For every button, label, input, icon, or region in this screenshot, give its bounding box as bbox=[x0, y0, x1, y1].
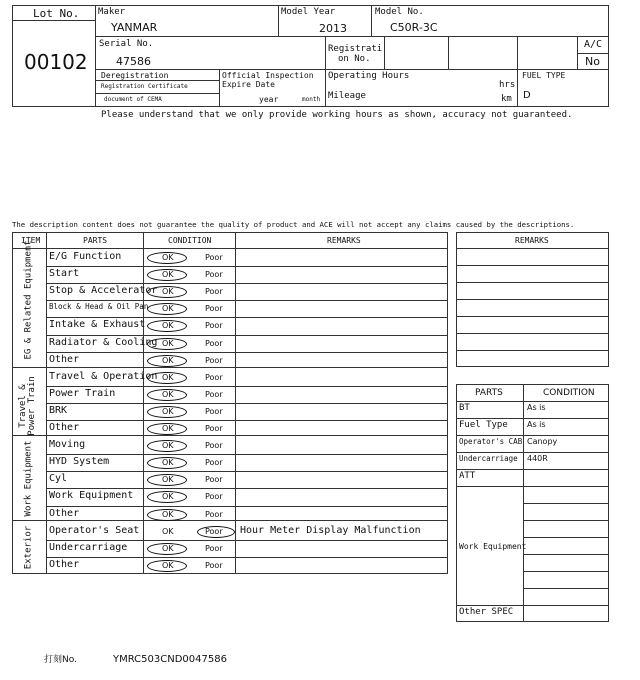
model-no-label: Model No. bbox=[375, 7, 424, 17]
row-ok-option[interactable]: OK bbox=[162, 424, 174, 433]
divider bbox=[448, 36, 449, 69]
ok-selected-circle bbox=[147, 372, 187, 384]
fuel-type-value: D bbox=[523, 90, 531, 101]
row-ok-option[interactable]: OK bbox=[162, 458, 174, 467]
spec-row-divider bbox=[456, 486, 609, 487]
row-poor-option[interactable]: Poor bbox=[205, 373, 223, 382]
row-poor-option[interactable]: Poor bbox=[205, 304, 223, 313]
group-divider bbox=[12, 435, 448, 436]
ok-selected-circle bbox=[147, 423, 187, 435]
group-eg-related: EG & Related Equipment bbox=[23, 240, 34, 360]
divider bbox=[384, 36, 385, 69]
operating-hours-label: Operating Hours bbox=[328, 71, 410, 81]
row-divider bbox=[46, 317, 448, 318]
row-ok-option[interactable]: OK bbox=[162, 407, 174, 416]
row-ok-option[interactable]: OK bbox=[162, 390, 174, 399]
model-year-value: 2013 bbox=[319, 22, 347, 35]
header-divider bbox=[12, 248, 448, 249]
spec-row-divider bbox=[456, 605, 609, 606]
row-poor-option[interactable]: Poor bbox=[205, 527, 223, 536]
divider bbox=[325, 36, 326, 107]
spec-row-divider bbox=[523, 503, 609, 504]
row-divider bbox=[46, 283, 448, 284]
spec-other-label: Other SPEC bbox=[459, 607, 514, 617]
row-part-label: Cyl bbox=[49, 473, 68, 484]
lot-no-label: Lot No. bbox=[33, 7, 80, 20]
divider bbox=[95, 69, 325, 70]
row-divider bbox=[46, 403, 448, 404]
row-poor-option[interactable]: Poor bbox=[205, 492, 223, 501]
row-poor-option[interactable]: Poor bbox=[205, 510, 223, 519]
spec-part: ATT bbox=[459, 471, 476, 481]
ac-value: No bbox=[585, 55, 600, 68]
row-part-label: Other bbox=[49, 422, 80, 433]
row-ok-option[interactable]: OK bbox=[162, 544, 174, 553]
row-ok-option[interactable]: OK bbox=[162, 321, 174, 330]
group-exterior: Exterior bbox=[23, 525, 34, 570]
row-divider bbox=[46, 335, 448, 336]
header-item: ITEM bbox=[21, 236, 41, 245]
mileage-label: Mileage bbox=[328, 91, 366, 101]
row-poor-option[interactable]: Poor bbox=[205, 390, 223, 399]
ok-selected-circle bbox=[147, 355, 187, 367]
spec-condition: As is bbox=[527, 420, 546, 429]
ok-selected-circle bbox=[147, 406, 187, 418]
model-no-value: C50R-3C bbox=[390, 21, 438, 34]
row-divider bbox=[46, 540, 448, 541]
spec-row-divider bbox=[456, 469, 609, 470]
row-poor-option[interactable]: Poor bbox=[205, 424, 223, 433]
group-travel-power: Travel & Power Train bbox=[18, 376, 37, 436]
row-ok-option[interactable]: OK bbox=[162, 356, 174, 365]
spec-row-divider bbox=[456, 435, 609, 436]
row-divider bbox=[46, 471, 448, 472]
row-part-label: E/G Function bbox=[49, 251, 122, 262]
row-part-label: Block & Head & Oil Pan bbox=[49, 302, 149, 311]
header-frame bbox=[12, 5, 609, 107]
row-part-label: Start bbox=[49, 268, 80, 279]
spec-part: Undercarriage bbox=[459, 454, 518, 463]
spec-condition-header: CONDITION bbox=[543, 388, 595, 398]
ok-selected-circle bbox=[147, 303, 187, 315]
row-divider bbox=[46, 488, 448, 489]
spec-condition: Canopy bbox=[527, 437, 558, 446]
right-remarks-line bbox=[456, 282, 609, 283]
row-divider bbox=[46, 557, 448, 558]
row-remark: Hour Meter Display Malfunction bbox=[240, 525, 421, 536]
row-poor-option[interactable]: Poor bbox=[205, 321, 223, 330]
group-divider bbox=[12, 520, 448, 521]
row-part-label: Moving bbox=[49, 439, 86, 450]
spec-row-divider bbox=[456, 418, 609, 419]
row-poor-option[interactable]: Poor bbox=[205, 253, 223, 262]
footer-serial-value: YMRC503CND0047586 bbox=[113, 654, 227, 665]
divider bbox=[95, 80, 219, 81]
ok-selected-circle bbox=[147, 389, 187, 401]
divider bbox=[12, 20, 95, 21]
row-part-label: BRK bbox=[49, 405, 68, 416]
row-part-label: Power Train bbox=[49, 388, 116, 399]
row-ok-option[interactable]: OK bbox=[162, 527, 174, 536]
fuel-type-label: FUEL TYPE bbox=[522, 71, 566, 80]
row-poor-option[interactable]: Poor bbox=[205, 544, 223, 553]
row-part-label: Stop & Accelerator bbox=[49, 285, 158, 296]
spec-work-equipment-label: Work Equipment bbox=[459, 542, 527, 551]
row-part-label: Radiator & Cooling bbox=[49, 337, 158, 348]
registration-certificate-label: Registration Certificate bbox=[101, 83, 188, 90]
hrs-label: hrs bbox=[499, 80, 516, 90]
row-ok-option[interactable]: OK bbox=[162, 373, 174, 382]
ok-selected-circle bbox=[147, 338, 187, 350]
month-label: month bbox=[302, 96, 321, 103]
row-ok-option[interactable]: OK bbox=[162, 253, 174, 262]
header-remarks: REMARKS bbox=[327, 236, 361, 245]
spec-row-divider bbox=[523, 571, 609, 572]
spec-part: Fuel Type bbox=[459, 420, 508, 430]
km-label: km bbox=[501, 94, 512, 104]
ok-selected-circle bbox=[147, 560, 187, 572]
ok-selected-circle bbox=[147, 457, 187, 469]
row-part-label: Operator's Seat bbox=[49, 525, 140, 536]
row-ok-option[interactable]: OK bbox=[162, 510, 174, 519]
model-year-label: Model Year bbox=[281, 7, 336, 17]
row-ok-option[interactable]: OK bbox=[162, 270, 174, 279]
spec-row-divider bbox=[523, 520, 609, 521]
ok-selected-circle bbox=[147, 474, 187, 486]
spec-part: BT bbox=[459, 403, 470, 413]
poor-selected-circle bbox=[197, 526, 235, 538]
spec-parts-header: PARTS bbox=[475, 388, 503, 398]
row-poor-option[interactable]: Poor bbox=[205, 287, 223, 296]
ok-selected-circle bbox=[147, 491, 187, 503]
ok-selected-circle bbox=[147, 543, 187, 555]
header-parts: PARTS bbox=[83, 236, 108, 245]
spec-row-divider bbox=[456, 401, 609, 402]
ok-selected-circle bbox=[147, 440, 187, 452]
row-part-label: Other bbox=[49, 354, 80, 365]
ok-selected-circle bbox=[147, 320, 187, 332]
maker-label: Maker bbox=[98, 7, 126, 17]
row-divider bbox=[46, 454, 448, 455]
year-label: year bbox=[259, 95, 279, 104]
row-poor-option[interactable]: Poor bbox=[205, 270, 223, 279]
row-poor-option[interactable]: Poor bbox=[205, 561, 223, 570]
spec-part: Operator's CAB bbox=[459, 437, 523, 446]
row-part-label: Other bbox=[49, 559, 80, 570]
divider bbox=[371, 5, 372, 36]
row-poor-option[interactable]: Poor bbox=[205, 356, 223, 365]
inspection-label-2: Expire Date bbox=[222, 80, 275, 89]
divider bbox=[577, 53, 609, 54]
row-poor-option[interactable]: Poor bbox=[205, 407, 223, 416]
divider bbox=[456, 248, 609, 249]
row-ok-option[interactable]: OK bbox=[162, 287, 174, 296]
right-remarks-line bbox=[456, 299, 609, 300]
right-remarks-line bbox=[456, 350, 609, 351]
ok-selected-circle bbox=[147, 269, 187, 281]
row-divider bbox=[46, 386, 448, 387]
row-part-label: Travel & Operation bbox=[49, 371, 158, 382]
row-poor-option[interactable]: Poor bbox=[205, 475, 223, 484]
row-divider bbox=[46, 352, 448, 353]
row-divider bbox=[46, 506, 448, 507]
row-poor-option[interactable]: Poor bbox=[205, 441, 223, 450]
row-ok-option[interactable]: OK bbox=[162, 492, 174, 501]
row-poor-option[interactable]: Poor bbox=[205, 458, 223, 467]
right-remarks-line bbox=[456, 265, 609, 266]
deregistration-label: Deregistration bbox=[101, 71, 169, 80]
divider bbox=[517, 36, 518, 107]
row-poor-option[interactable]: Poor bbox=[205, 339, 223, 348]
row-part-label: Intake & Exhaust bbox=[49, 319, 146, 330]
ac-label: A/C bbox=[584, 39, 603, 50]
divider bbox=[325, 69, 609, 70]
group-divider bbox=[12, 367, 448, 368]
row-divider bbox=[46, 300, 448, 301]
serial-no-label: Serial No. bbox=[99, 39, 154, 49]
row-ok-option[interactable]: OK bbox=[162, 441, 174, 450]
row-part-label: HYD System bbox=[49, 456, 110, 467]
notice-description: The description content does not guarantee the quality of product and ACE will not accept any claims caused by the descriptions. bbox=[12, 220, 575, 229]
serial-no-value: 47586 bbox=[116, 55, 151, 68]
spec-condition: As is bbox=[527, 403, 546, 412]
row-ok-option[interactable]: OK bbox=[162, 339, 174, 348]
divider bbox=[278, 5, 279, 36]
divider bbox=[95, 93, 219, 94]
spec-row-divider bbox=[456, 452, 609, 453]
row-part-label: Undercarriage bbox=[49, 542, 128, 553]
inspection-label: Official Inspection bbox=[222, 71, 314, 80]
row-divider bbox=[46, 266, 448, 267]
group-work-equipment: Work Equipment bbox=[23, 440, 34, 517]
row-ok-option[interactable]: OK bbox=[162, 561, 174, 570]
notice-hours: Please understand that we only provide working hours as shown, accuracy not guaranteed. bbox=[101, 110, 573, 120]
lot-no-value: 00102 bbox=[24, 50, 88, 74]
row-part-label: Other bbox=[49, 508, 80, 519]
registration-label-2: on No. bbox=[338, 54, 371, 64]
row-ok-option[interactable]: OK bbox=[162, 475, 174, 484]
divider bbox=[95, 36, 609, 37]
ok-selected-circle bbox=[147, 286, 187, 298]
row-divider bbox=[46, 420, 448, 421]
right-remarks-line bbox=[456, 316, 609, 317]
header-remarks-right: REMARKS bbox=[515, 236, 549, 245]
document-cema-label: document of CEMA bbox=[104, 96, 162, 103]
footer-serial-label: 打刻No. bbox=[44, 655, 77, 665]
spec-row-divider bbox=[523, 588, 609, 589]
spec-row-divider bbox=[523, 554, 609, 555]
divider bbox=[219, 69, 220, 107]
row-part-label: Work Equipment bbox=[49, 490, 134, 501]
divider bbox=[577, 36, 578, 69]
ok-selected-circle bbox=[147, 252, 187, 264]
divider bbox=[95, 5, 96, 107]
maker-value: YANMAR bbox=[111, 21, 158, 34]
header-condition: CONDITION bbox=[168, 236, 212, 245]
row-ok-option[interactable]: OK bbox=[162, 304, 174, 313]
spec-condition: 440R bbox=[527, 454, 548, 463]
registration-label: Registrati bbox=[328, 44, 383, 54]
right-remarks-line bbox=[456, 333, 609, 334]
ok-selected-circle bbox=[147, 509, 187, 521]
spec-row-divider bbox=[523, 537, 609, 538]
